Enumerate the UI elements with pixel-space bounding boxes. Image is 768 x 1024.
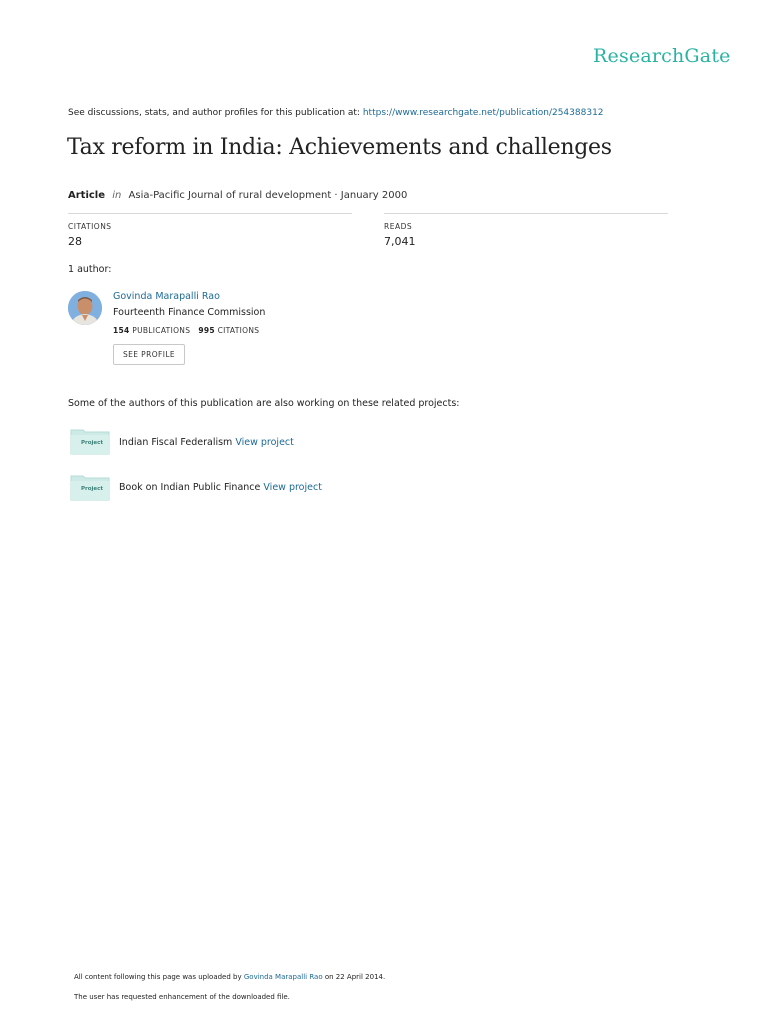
reads-label: READS [384,222,413,231]
project-icon-label: Project [81,486,104,492]
in-word: in [112,190,122,201]
publication-url-link[interactable]: https://www.researchgate.net/publication/254388312 [362,108,604,118]
uploader-link[interactable]: Govinda Marapalli Rao [243,973,323,981]
project-item [119,437,294,448]
project-item [119,482,322,493]
author-avatar[interactable] [68,291,102,325]
citations-value: 28 [68,235,82,248]
citations-label: CITATIONS [68,222,112,231]
author-affiliation: Fourteenth Finance Commission [113,307,266,318]
author-citations-label: CITATIONS [217,326,260,335]
upload-note [74,973,385,981]
project-folder-icon[interactable] [70,473,110,501]
reads-value: 7,041 [384,235,416,248]
upload-suffix: on 22 April 2014. [324,973,386,981]
discussion-text: See discussions, stats, and author profiles for this publication at: [68,108,360,118]
reads-divider [384,213,668,214]
publication-type: Article [68,190,106,201]
authors-heading: 1 author: [68,264,112,275]
view-project-link[interactable]: View project [263,482,322,493]
author-publications-count: 154 [113,326,130,335]
discussion-line [68,108,604,118]
author-stats [113,326,259,335]
author-name-link[interactable]: Govinda Marapalli Rao [113,291,220,302]
researchgate-logo[interactable]: ResearchGate [593,45,731,67]
author-citations-count: 995 [198,326,215,335]
view-project-link[interactable]: View project [235,437,294,448]
project-folder-icon[interactable] [70,427,110,455]
publication-title: Tax reform in India: Achievements and challenges [67,135,612,160]
enhancement-note: The user has requested enhancement of the downloaded file. [74,993,290,1001]
project-icon-label: Project [81,440,104,446]
related-projects-heading: Some of the authors of this publication are also working on these related projects: [68,398,460,409]
publication-venue-date: Asia-Pacific Journal of rural development · January 2000 [128,190,408,201]
project-name: Indian Fiscal Federalism [119,437,233,448]
publication-meta [68,190,407,201]
see-profile-button[interactable]: SEE PROFILE [113,344,185,365]
upload-prefix: All content following this page was uploaded by [74,973,242,981]
project-name: Book on Indian Public Finance [119,482,261,493]
author-publications-label: PUBLICATIONS [132,326,191,335]
citations-divider [68,213,352,214]
author-photo-icon [68,291,102,325]
